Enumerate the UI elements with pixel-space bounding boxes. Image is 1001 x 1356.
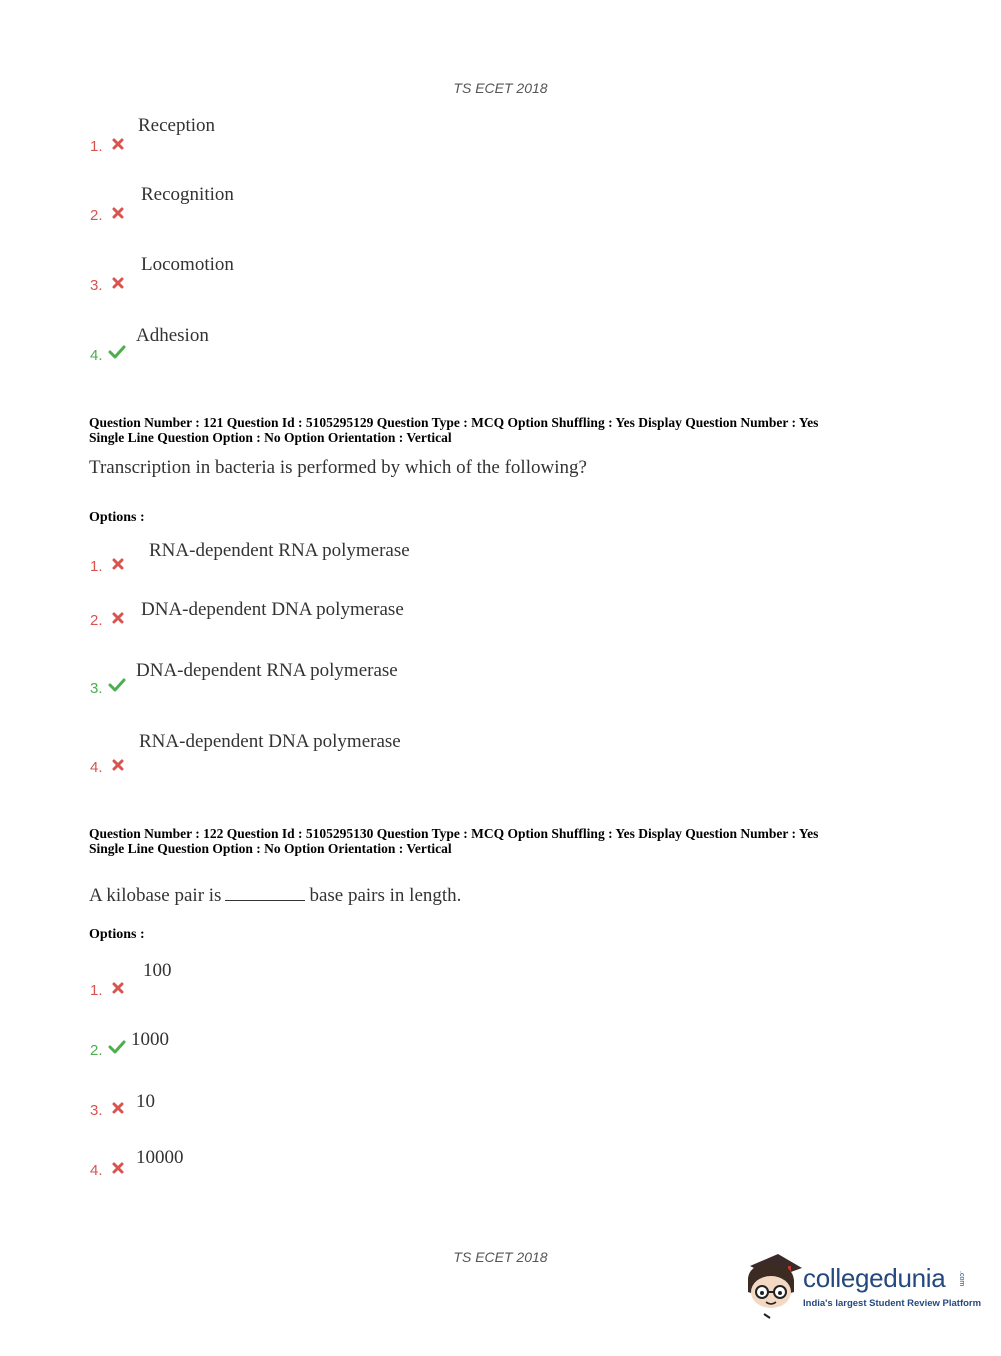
logo-tagline: India's largest Student Review Platform — [803, 1298, 982, 1309]
option-text: 1000 — [131, 1029, 169, 1050]
option-number: 2. — [90, 612, 103, 629]
option-number: 3. — [90, 680, 103, 697]
wrong-cross-icon — [110, 980, 126, 996]
option-number: 3. — [90, 1102, 103, 1119]
option-text: Adhesion — [136, 325, 209, 346]
answer-blank — [225, 900, 305, 901]
option-number: 4. — [90, 1162, 103, 1179]
question-text-part1: A kilobase pair is — [89, 885, 222, 906]
option-text: Locomotion — [141, 254, 234, 275]
option-number: 2. — [90, 207, 103, 224]
option-text: 10000 — [136, 1147, 184, 1168]
question-text-part2: base pairs in length. — [309, 885, 462, 906]
question-meta-line2: Single Line Question Option : No Option Orientation : Vertical — [89, 841, 452, 856]
option-text: RNA-dependent DNA polymerase — [139, 731, 401, 752]
wrong-cross-icon — [110, 275, 126, 291]
correct-check-icon — [108, 1039, 126, 1055]
wrong-cross-icon — [110, 1160, 126, 1176]
question-meta-line1: Question Number : 122 Question Id : 5105295130 Question Type : MCQ Option Shuffling : Yes Display Question Number : Yes — [89, 826, 819, 841]
wrong-cross-icon — [110, 205, 126, 221]
correct-check-icon — [108, 344, 126, 360]
option-number: 4. — [90, 347, 103, 364]
correct-check-icon — [108, 677, 126, 693]
option-text: DNA-dependent RNA polymerase — [136, 660, 398, 681]
option-text: 10 — [136, 1091, 155, 1112]
wrong-cross-icon — [110, 556, 126, 572]
page-header: TS ECET 2018 — [453, 80, 548, 96]
page-footer: TS ECET 2018 — [453, 1249, 548, 1265]
option-text: Recognition — [141, 184, 234, 205]
option-number: 1. — [90, 982, 103, 999]
option-text: Reception — [138, 115, 216, 136]
wrong-cross-icon — [110, 1100, 126, 1116]
logo-domain-suffix: .com — [958, 1271, 965, 1287]
option-number: 2. — [90, 1042, 103, 1059]
wrong-cross-icon — [110, 757, 126, 773]
option-text: RNA-dependent RNA polymerase — [149, 540, 410, 561]
options-label: Options : — [89, 927, 145, 942]
question-text: Transcription in bacteria is performed by which of the following? — [89, 457, 587, 478]
option-text: DNA-dependent DNA polymerase — [141, 599, 404, 620]
question-meta-line2: Single Line Question Option : No Option Orientation : Vertical — [89, 430, 452, 445]
logo-wordmark: collegedunia — [803, 1263, 946, 1293]
wrong-cross-icon — [110, 136, 126, 152]
question-meta-line1: Question Number : 121 Question Id : 5105295129 Question Type : MCQ Option Shuffling : Yes Display Question Number : Yes — [89, 415, 819, 430]
question-text — [89, 885, 461, 907]
option-number: 4. — [90, 759, 103, 776]
wrong-cross-icon — [110, 610, 126, 626]
option-number: 3. — [90, 277, 103, 294]
option-number: 1. — [90, 138, 103, 155]
option-number: 1. — [90, 558, 103, 575]
options-label: Options : — [89, 510, 145, 525]
option-text: 100 — [143, 960, 172, 981]
